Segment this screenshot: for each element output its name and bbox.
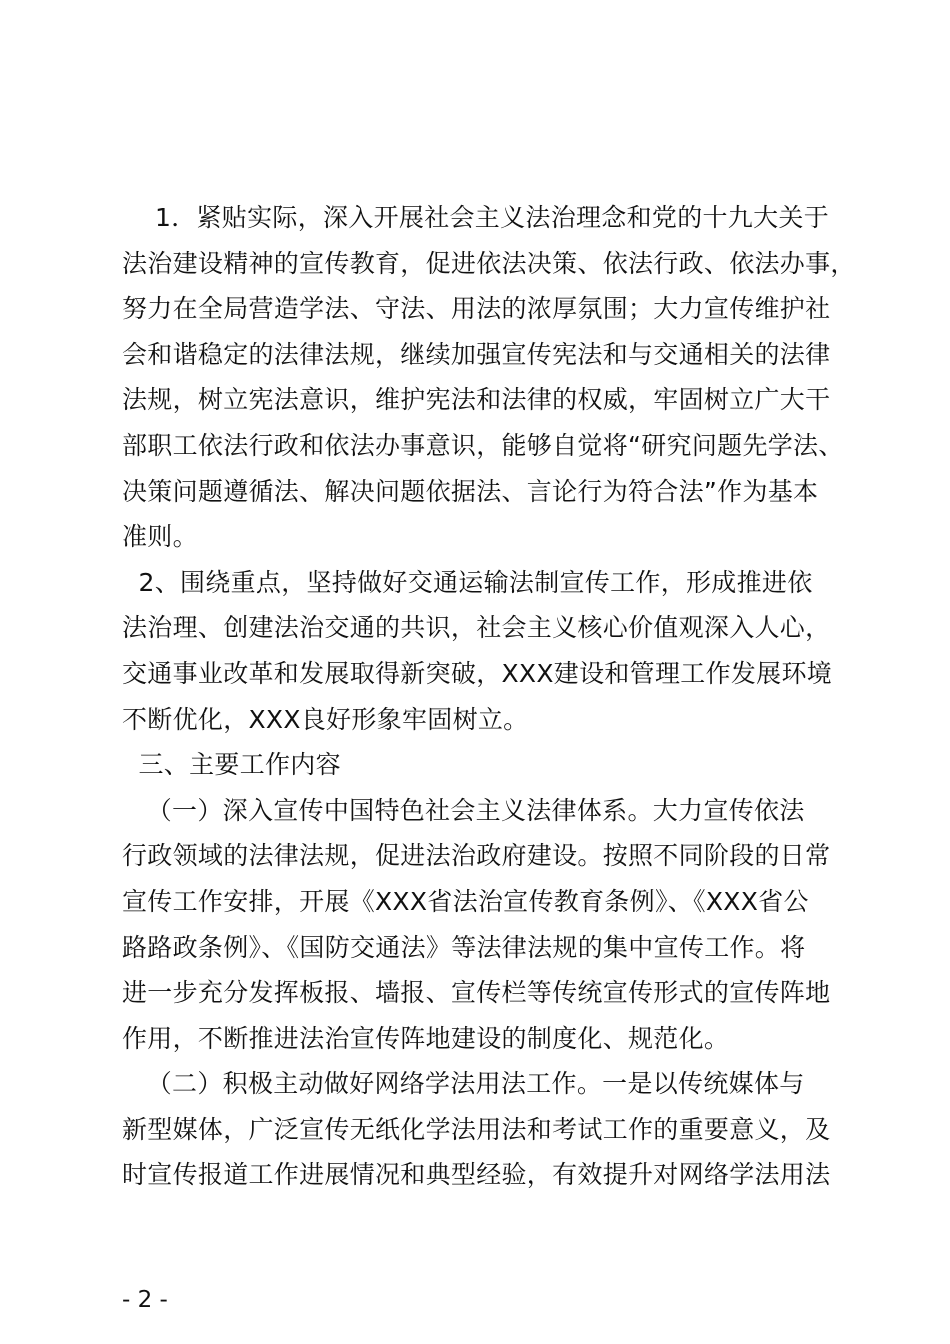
text-line: 法规，树立宪法意识，维护宪法和法律的权威，牢固树立广大干 [122,385,831,415]
text-line: 不断优化，XXX良好形象牢固树立。 [122,704,529,734]
text-line: 宣传工作安排，开展《XXX省法治宣传教育条例》、《XXX省公 [122,886,809,916]
text-line: （二）积极主动做好网络学法用法工作。一是以传统媒体与 [122,1069,805,1099]
text-line: 2、围绕重点，坚持做好交通运输法制宣传工作，形成推进依 [122,567,813,597]
text-line: 决策问题遵循法、解决问题依据法、言论行为符合法”作为基本 [122,476,819,506]
text-line: 准则。 [122,522,198,552]
text-line: 作用，不断推进法治宣传阵地建设的制度化、规范化。 [122,1023,730,1053]
text-line: （一）深入宣传中国特色社会主义法律体系。大力宣传依法 [122,795,805,825]
text-line: 进一步充分发挥板报、墙报、宣传栏等传统宣传形式的宣传阵地 [122,978,831,1008]
text-line: 路路政条例》、《国防交通法》等法律法规的集中宣传工作。将 [122,932,806,962]
body-text [122,195,856,1198]
text-line: 新型媒体，广泛宣传无纸化学法用法和考试工作的重要意义，及 [122,1114,831,1144]
text-line: 部职工依法行政和依法办事意识，能够自觉将“研究问题先学法、 [122,430,844,460]
text-line: 1．紧贴实际，深入开展社会主义法治理念和党的十九大关于 [122,203,829,232]
page-number: - 2 - [122,1287,168,1313]
text-line: 努力在全局营造学法、守法、用法的浓厚氛围；大力宣传维护社 [122,294,831,324]
text-line: 法治建设精神的宣传教育，促进依法决策、依法行政、依法办事， [122,248,856,278]
section-heading: 三、主要工作内容 [122,750,341,780]
text-line: 交通事业改革和发展取得新突破，XXX建设和管理工作发展环境 [122,658,833,688]
text-line: 法治理、创建法治交通的共识，社会主义核心价值观深入人心， [122,613,831,643]
text-line: 会和谐稳定的法律法规，继续加强宣传宪法和与交通相关的法律 [122,339,831,369]
text-line: 行政领域的法律法规，促进法治政府建设。按照不同阶段的日常 [122,841,831,871]
text-line: 时宣传报道工作进展情况和典型经验，有效提升对网络学法用法 [122,1160,831,1190]
